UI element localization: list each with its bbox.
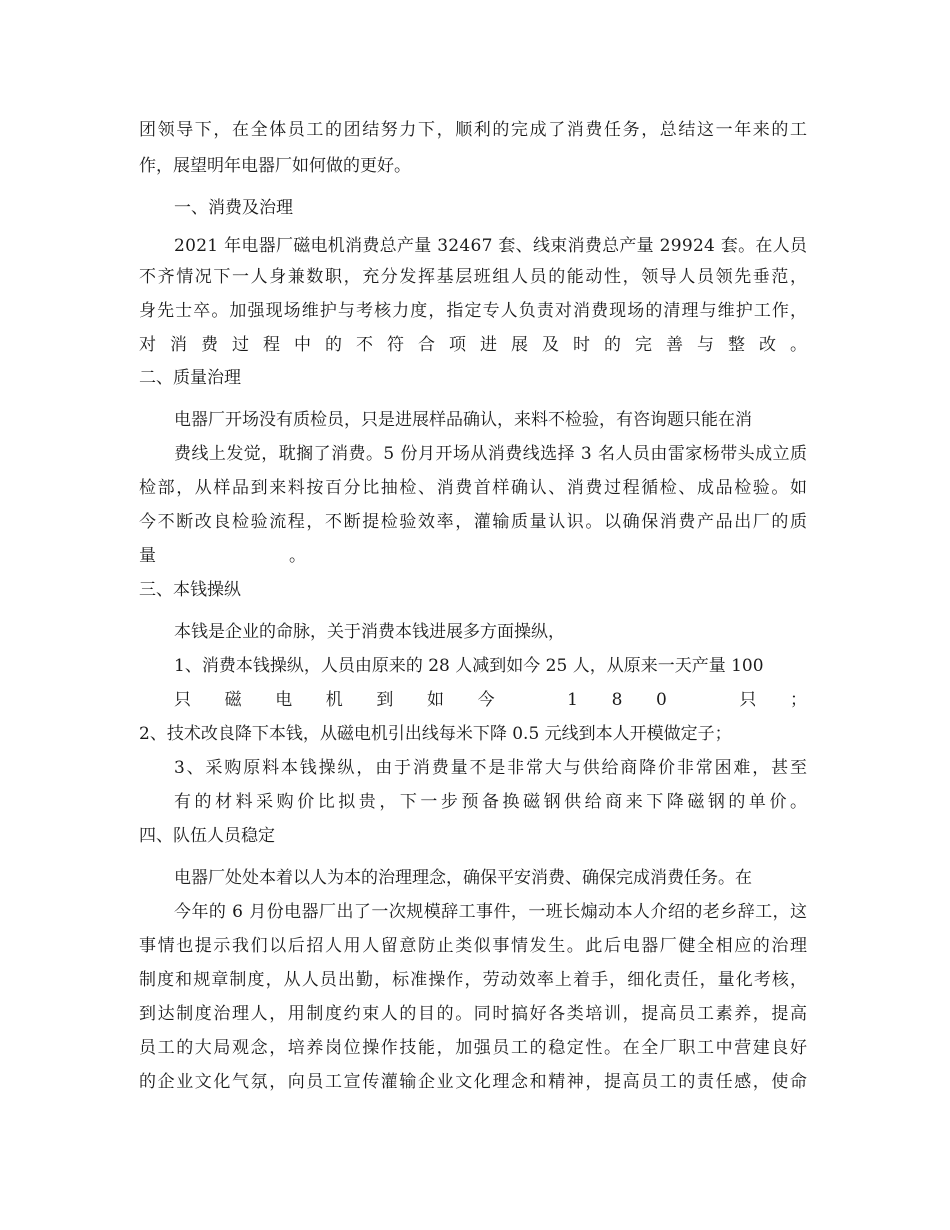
text-line: 事情也提示我们以后招人用人留意防止类似事情发生。此后电器厂健全相应的治理 — [139, 936, 809, 956]
text-line: 对消费过程中的不符合项进展及时的完善与整改。 — [139, 335, 821, 355]
text-line: 2、技术改良降下本钱，从磁电机引出线每米下降 0.5 元线到本人开模做定子； — [139, 724, 732, 744]
text-line: 2021 年电器厂磁电机消费总产量 32467 套、线束消费总产量 29924 套。在人员 — [174, 236, 808, 256]
text-line: 今不断改良检验流程，不断提检验效率，灌输质量认识。以确保消费产品出厂的质 — [139, 512, 809, 532]
text-line: 今年的 6 月份电器厂出了一次规模辞工事件，一班长煽动本人介绍的老乡辞工，这 — [174, 902, 808, 922]
text-line: 身先士卒。加强现场维护与考核力度，指定专人负责对消费现场的清理与维护工作， — [139, 301, 809, 321]
text-line: 作，展望明年电器厂如何做的更好。 — [139, 156, 411, 176]
text-line: 三、本钱操纵 — [139, 580, 241, 600]
text-line: 量。 — [139, 546, 439, 566]
text-line: 的企业文化气氛，向员工宣传灌输企业文化理念和精神，提高员工的责任感，使命 — [139, 1072, 809, 1092]
text-line: 有的材料采购价比拟贵，下一步预备换磁钢供给商来下降磁钢的单价。 — [174, 792, 811, 812]
text-line: 3、采购原料本钱操纵，由于消费量不是非常大与供给商降价非常困难，甚至 — [174, 758, 809, 778]
text-line: 检部，从样品到来料按百分比抽检、消费首样确认、消费过程循检、成品检验。如 — [139, 478, 809, 498]
text-line: 团领导下，在全体员工的团结努力下，顺利的完成了消费任务，总结这一年来的工 — [139, 120, 809, 140]
text-line: 员工的大局观念，培养岗位操作技能，加强员工的稳定性。在全厂职工中营建良好 — [139, 1038, 809, 1058]
text-line: 电器厂开场没有质检员，只是进展样品确认，来料不检验，有咨询题只能在消 — [174, 410, 752, 430]
text-line: 制度和规章制度，从人员出勤，标准操作，劳动效率上着手，细化责任，量化考核， — [139, 970, 809, 990]
text-line: 一、消费及治理 — [174, 198, 293, 218]
text-line: 本钱是企业的命脉，关于消费本钱进展多方面操纵， — [174, 622, 565, 642]
text-line: 四、队伍人员稳定 — [139, 826, 275, 846]
text-line: 到达制度治理人，用制度约束人的目的。同时搞好各类培训，提高员工素养，提高 — [139, 1004, 809, 1024]
text-line: 只磁电机到如今 180 只； — [174, 690, 841, 710]
text-line: 电器厂处处本着以人为本的治理理念，确保平安消费、确保完成消费任务。在 — [174, 868, 752, 888]
text-line: 不齐情况下一人身兼数职，充分发挥基层班组人员的能动性，领导人员领先垂范， — [139, 267, 809, 287]
text-line: 费线上发觉，耽搁了消费。5 份月开场从消费线选择 3 名人员由雷家杨带头成立质 — [174, 444, 808, 464]
text-line: 二、质量治理 — [139, 368, 241, 388]
text-line: 1、消费本钱操纵，人员由原来的 28 人减到如今 25 人，从原来一天产量 100 — [174, 656, 764, 676]
